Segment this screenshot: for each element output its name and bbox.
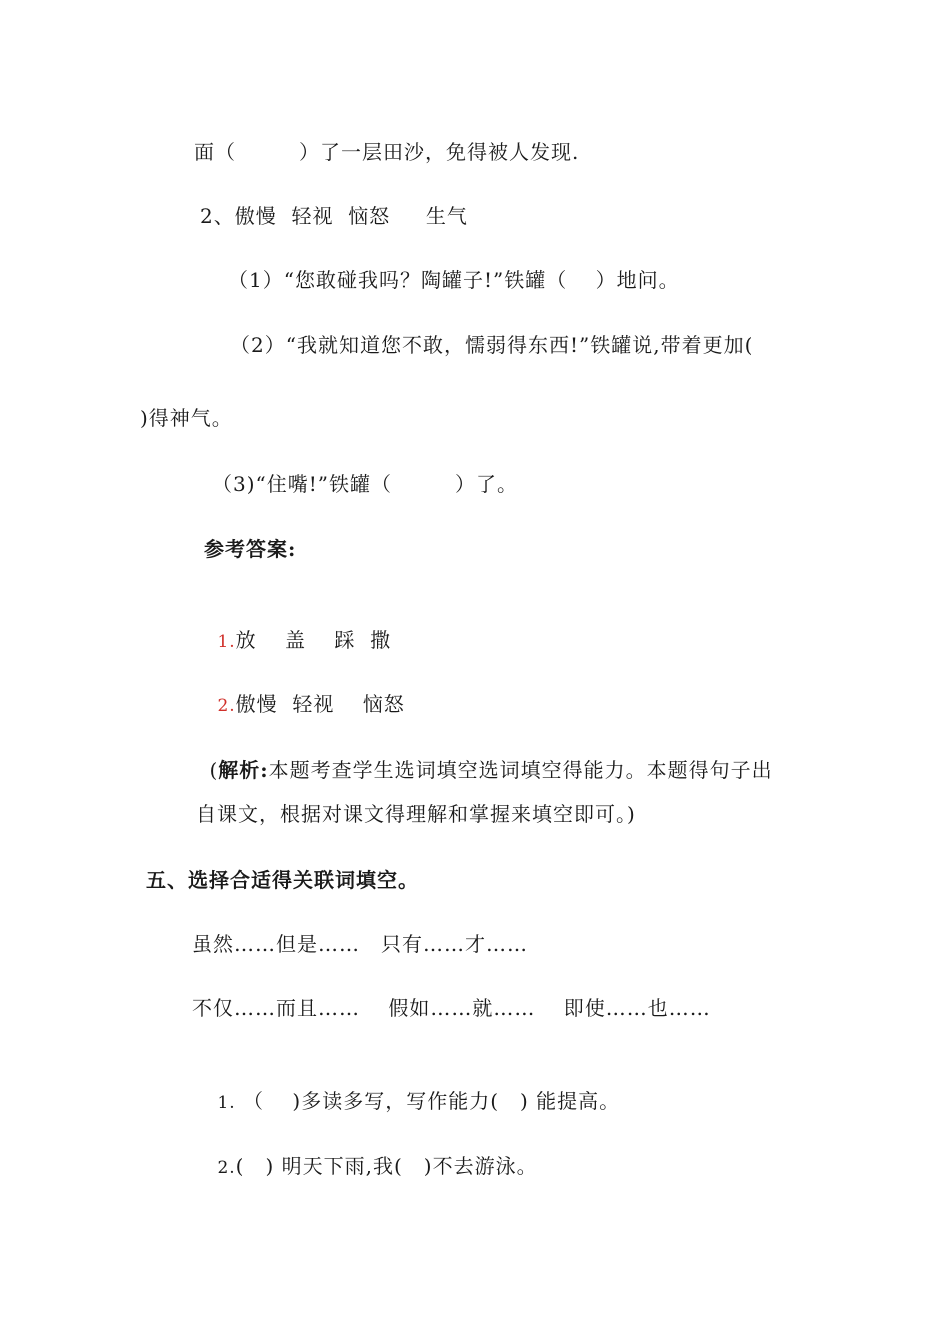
conjunction-bank-row-2: 不仅……而且…… 假如……就…… 即使……也……	[192, 996, 711, 1020]
reference-answer-heading: 参考答案:	[204, 537, 297, 561]
question-2-word-bank: 2、傲慢 轻视 恼怒 生气	[200, 204, 468, 228]
question-2-text: ( ) 明天下雨,我( )不去游泳。	[235, 1154, 538, 1178]
question-2-item-2-continued: )得神气。	[140, 406, 233, 430]
question-1-number: 1.	[217, 1093, 236, 1113]
answer-1-number: 1.	[217, 632, 236, 652]
answer-1-text: 放 盖 踩 撒	[235, 628, 392, 652]
question-2-number: 2.	[217, 1158, 236, 1178]
question-1-text: （ )多读多写，写作能力( ) 能提高。	[243, 1089, 621, 1113]
question-2-item-2: （2）“我就知道您不敢，懦弱得东西!”铁罐说,带着更加(	[230, 333, 754, 357]
answer-2-number: 2.	[217, 696, 236, 716]
analysis-text: 本题考查学生选词填空选词填空得能力。本题得句子出	[268, 758, 773, 782]
question-2-item-1: （1）“您敢碰我吗？陶罐子!”铁罐（ ）地问。	[228, 268, 680, 292]
section-5-heading: 五、选择合适得关联词填空。	[146, 868, 419, 892]
conjunction-bank-row-1: 虽然……但是…… 只有……才……	[192, 932, 528, 956]
analysis-label: 解析:	[218, 758, 269, 782]
answer-2-text: 傲慢 轻视 恼怒	[235, 692, 405, 716]
analysis-line-2: 自课文，根据对课文得理解和掌握来填空即可。)	[196, 802, 636, 826]
analysis-open-paren: (	[209, 758, 219, 782]
question-2-item-3: （3)“住嘴!”铁罐（ ）了。	[212, 472, 519, 496]
fill-blank-line-1-end: 面（ ）了一层田沙，免得被人发现.	[194, 140, 580, 164]
section-5-question-2	[188, 1124, 538, 1210]
